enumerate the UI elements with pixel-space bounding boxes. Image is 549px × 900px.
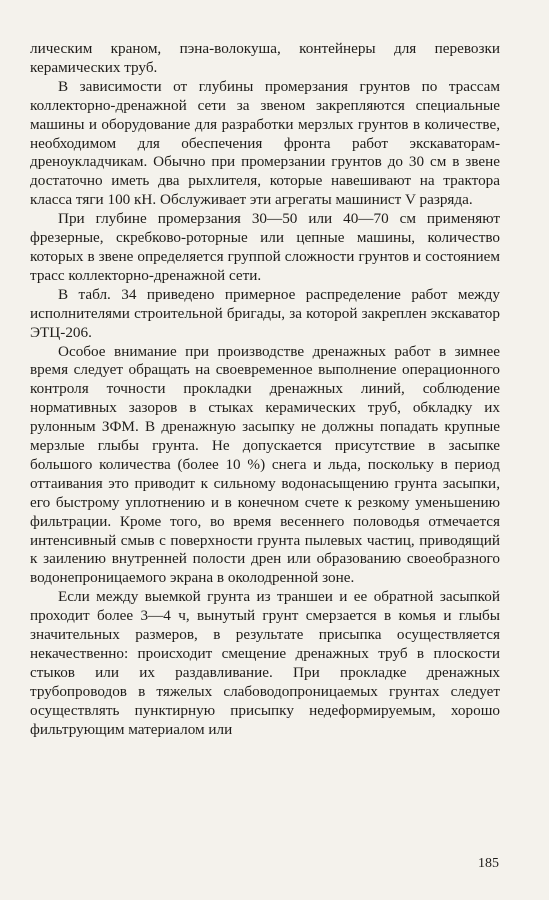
paragraph-deep-freezing: При глубине промерзания 30—50 или 40—70 см применяют фрезерные, скребково-роторные или цепные машины, количество которых в звене определяется группой сложности грунтов и состоянием трасс коллекторно-дренажной сети. xyxy=(30,210,500,284)
paragraph-backfill: Если между выемкой грунта из траншеи и ее обратной засыпкой проходит более 3—4 ч, вынутый грунт смерзается в комья и глыбы значительных размеров, в результате присыпка осуществляется некачественно: происходит смещение дренажных труб в плоскости стыков или их раздавливание. При прокладке дренажных трубопроводов в тяжелых слабоводопроницаемых грунтах следует осуществлять пунктирную присыпку недеформируемым, хорошо фильтрующим материалом или xyxy=(30,588,500,738)
paragraph-table-reference: В табл. 34 приведено примерное распределение работ между исполнителями строительной бригады, за которой закреплен экскаватор ЭТЦ-206. xyxy=(30,285,500,341)
page-number: 185 xyxy=(478,856,499,871)
paragraph-continuation: лическим краном, пэна-волокуша, контейнеры для перевозки керамических труб. xyxy=(30,40,500,76)
paragraph-winter-works: Особое внимание при производстве дренажных работ в зимнее время следует обращать на своевременное выполнение операционного контроля точности прокладки дренажных линий, соблюдение нормативных зазоров в стыках керамических труб, обкладку их рулонным ЗФМ. В дренажную засыпку не должны попадать крупные мерзлые глыбы грунта. Не допускается присутствие в засыпке большого количества (более 10 %) снега и льда, поскольку в период оттаивания это приводит к сильному водонасыщению грунта засыпки, его быстрому уплотнению и в конечном счете к резкому уменьшению фильтрации. Кроме того, во время весеннего половодья отмечается интенсивный смыв с поверхности грунта пылевых частиц, приводящий к заилению внутренней полости дрен или образованию своеобразного водонепроницаемого экрана в околодренной зоне. xyxy=(30,342,500,587)
page-body xyxy=(30,40,500,740)
paragraph-soil-freezing: В зависимости от глубины промерзания грунтов по трассам коллекторно-дренажной сети за звеном закрепляются специальные машины и оборудование для разработки мерзлых грунтов в количестве, необходимом для обеспечения фронта работ экскаваторам-дреноукладчикам. Обычно при промерзании грунтов до 30 см в звене достаточно иметь два рыхлителя, которые навешивают на трактора класса тяги 100 кН. Обслуживает эти агрегаты машинист V разряда. xyxy=(30,77,500,209)
